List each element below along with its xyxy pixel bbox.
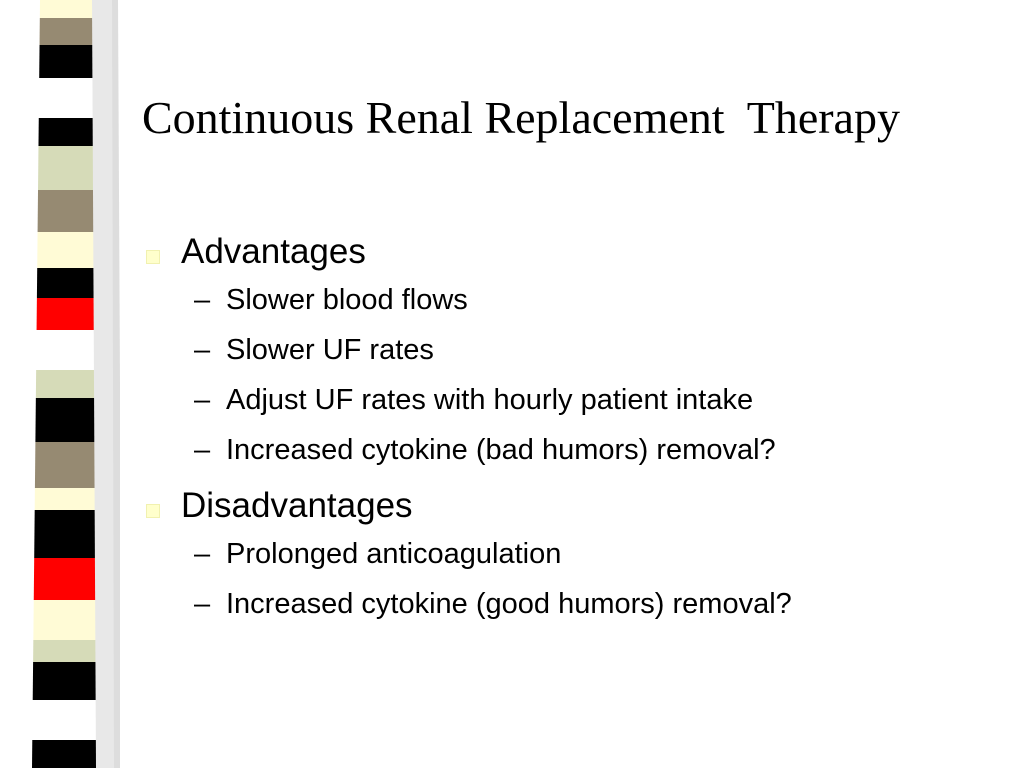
- stripe-band: [34, 558, 95, 600]
- stripe-band: [34, 510, 95, 558]
- list-item: [140, 278, 1000, 328]
- stripe-band: [33, 662, 96, 700]
- dash-bullet-icon: –: [194, 334, 211, 366]
- list-item-text: Adjust UF rates with hourly patient intake: [226, 384, 754, 416]
- stripe-band: [39, 45, 92, 78]
- slide-body: [140, 228, 1000, 632]
- stripe-band: [38, 118, 92, 146]
- stripe-band: [37, 232, 93, 268]
- dash-bullet-icon: –: [194, 434, 211, 466]
- stripe-band: [32, 740, 96, 768]
- slide-title: Continuous Renal Replacement Therapy: [142, 92, 900, 143]
- stripe-band: [37, 268, 94, 298]
- section-heading-text: Disadvantages: [181, 486, 413, 525]
- list-item: [140, 532, 1000, 582]
- stripe-band: [39, 78, 93, 118]
- section-heading-disadvantages: [140, 482, 1000, 532]
- list-item: [140, 328, 1000, 378]
- decorative-stripe-bar: [0, 0, 120, 768]
- square-bullet-icon: [146, 504, 160, 518]
- dash-bullet-icon: –: [194, 538, 211, 570]
- stripe-band: [38, 190, 94, 232]
- list-item-text: Slower blood flows: [226, 284, 468, 316]
- stripe-band: [38, 146, 93, 190]
- stripe-band: [35, 398, 94, 442]
- stripe-band: [35, 488, 95, 510]
- list-item-text: Increased cytokine (bad humors) removal?: [226, 434, 776, 466]
- stripe-band: [33, 640, 95, 662]
- list-item-text: Prolonged anticoagulation: [226, 538, 562, 570]
- stripe-band: [32, 700, 96, 740]
- list-item-text: Slower UF rates: [226, 334, 434, 366]
- dash-bullet-icon: –: [194, 284, 211, 316]
- list-item: [140, 428, 1000, 478]
- stripe-band: [40, 18, 93, 45]
- list-item-text: Increased cytokine (good humors) removal?: [226, 588, 792, 620]
- stripe-band: [37, 298, 94, 330]
- section-heading-advantages: [140, 228, 1000, 278]
- list-item: [140, 378, 1000, 428]
- stripe-band: [36, 330, 94, 370]
- dash-bullet-icon: –: [194, 588, 211, 620]
- square-bullet-icon: [146, 250, 160, 264]
- stripe-band: [33, 600, 95, 640]
- stripe-band: [40, 0, 92, 18]
- section-heading-text: Advantages: [181, 232, 366, 271]
- dash-bullet-icon: –: [194, 384, 211, 416]
- list-item: [140, 582, 1000, 632]
- stripe-band: [35, 442, 95, 488]
- stripe-band: [36, 370, 94, 398]
